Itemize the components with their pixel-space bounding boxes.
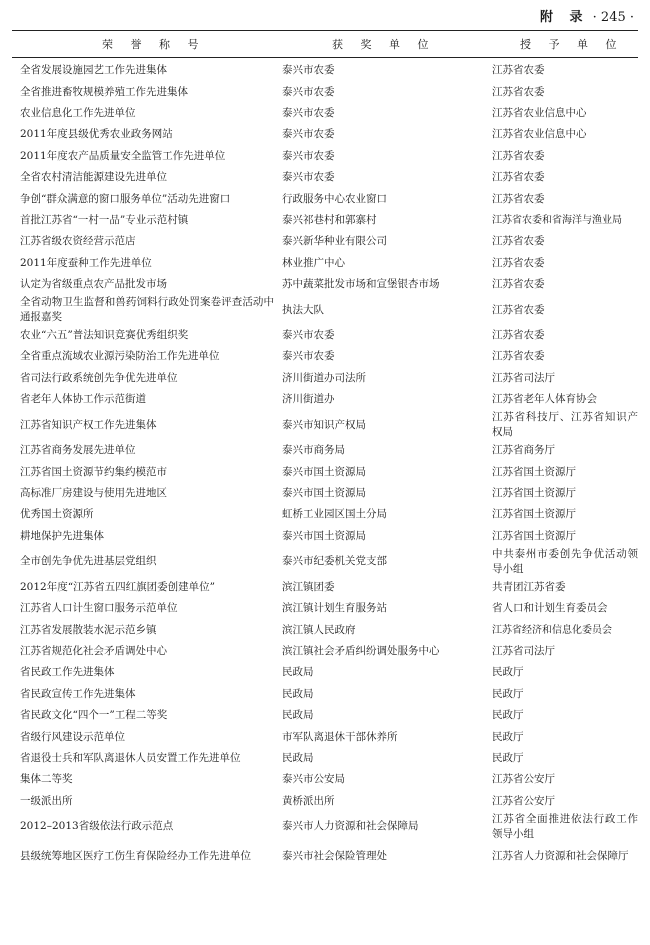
grantor-cell: 江苏省国土资源厅 (492, 465, 576, 478)
grantor-cell: 共青团江苏省委 (492, 580, 566, 593)
recipient-cell: 泰兴市农委 (282, 64, 335, 77)
recipient-cell: 民政局 (282, 666, 314, 679)
recipient-cell: 泰兴市社会保险管理处 (282, 849, 387, 862)
honor-cell: 县级统筹地区医疗工伤生育保险经办工作先进单位 (20, 849, 251, 862)
honor-cell: 农业信息化工作先进单位 (20, 106, 136, 119)
table-row (12, 231, 638, 252)
grantor-cell: 民政厅 (492, 666, 524, 679)
honor-cell: 江苏省规范化社会矛盾调处中心 (20, 644, 167, 657)
table-row (12, 526, 638, 547)
recipient-cell: 泰兴市商务局 (282, 444, 345, 457)
honor-cell: 江苏省发展散装水泥示范乡镇 (20, 623, 157, 636)
recipient-cell: 滨江镇团委 (282, 580, 335, 593)
table-row (12, 812, 638, 842)
grantor-cell: 江苏省农委 (492, 149, 545, 162)
grantor-cell: 江苏省老年人体育协会 (492, 393, 597, 406)
header-rule (12, 57, 638, 58)
honor-cell: 2011年度蚕种工作先进单位 (20, 256, 152, 269)
grantor-cell: 江苏省科技厅、江苏省知识产权局 (492, 411, 638, 439)
recipient-cell: 泰兴市纪委机关党支部 (282, 555, 387, 568)
grantor-cell: 江苏省公安厅 (492, 794, 555, 807)
honor-cell: 集体二等奖 (20, 773, 73, 786)
honor-cell: 省民政工作先进集体 (20, 666, 115, 679)
recipient-cell: 泰兴市农委 (282, 350, 335, 363)
running-head (540, 6, 634, 25)
recipient-cell: 民政局 (282, 709, 314, 722)
table-row (12, 791, 638, 812)
honor-cell: 一级派出所 (20, 794, 73, 807)
honor-cell: 首批江苏省“一村一品”专业示范村镇 (20, 213, 189, 226)
table-row (12, 684, 638, 705)
grantor-cell: 省人口和计划生育委员会 (492, 602, 608, 615)
recipient-cell: 泰兴市农委 (282, 128, 335, 141)
grantor-cell: 江苏省农委 (492, 329, 545, 342)
honor-cell: 2011年度农产品质量安全监管工作先进单位 (20, 149, 226, 162)
grantor-cell: 江苏省农委 (492, 64, 545, 77)
grantor-cell: 江苏省经济和信息化委员会 (492, 624, 612, 636)
grantor-cell: 江苏省人力资源和社会保障厅 (492, 849, 629, 862)
table-row (12, 841, 638, 871)
recipient-cell: 民政局 (282, 687, 314, 700)
recipient-cell: 泰兴新华种业有限公司 (282, 235, 387, 248)
recipient-cell: 滨江镇社会矛盾纠纷调处服务中心 (282, 644, 440, 657)
grantor-cell: 江苏省司法厅 (492, 371, 555, 384)
table-row (12, 705, 638, 726)
table-row (12, 748, 638, 769)
recipient-cell: 济川街道办司法所 (282, 371, 366, 384)
grantor-cell: 江苏省农委 (492, 192, 545, 205)
grantor-cell: 江苏省农业信息中心 (492, 128, 587, 141)
recipient-cell: 泰兴市国土资源局 (282, 487, 366, 500)
table-row (12, 167, 638, 188)
recipient-cell: 行政服务中心农业窗口 (282, 192, 387, 205)
honor-cell: 省民政宣传工作先进集体 (20, 687, 136, 700)
table-row (12, 368, 638, 389)
recipient-cell: 虹桥工业园区国土分局 (282, 508, 387, 521)
table-row (12, 274, 638, 295)
grantor-cell: 江苏省司法厅 (492, 644, 555, 657)
grantor-cell: 江苏省农委 (492, 350, 545, 363)
table-header (12, 36, 638, 56)
table-row (12, 210, 638, 231)
honor-cell: 省级行风建设示范单位 (20, 730, 125, 743)
recipient-cell: 黄桥派出所 (282, 794, 335, 807)
grantor-cell: 江苏省农委和省海洋与渔业局 (492, 214, 622, 226)
grantor-cell: 江苏省农委 (492, 85, 545, 98)
honor-cell: 江苏省人口计生窗口服务示范单位 (20, 602, 178, 615)
honor-cell: 认定为省级重点农产品批发市场 (20, 278, 167, 291)
recipient-cell: 林业推广中心 (282, 256, 345, 269)
table-row (12, 577, 638, 598)
recipient-cell: 市军队离退休干部休养所 (282, 730, 398, 743)
recipient-cell: 泰兴市人力资源和社会保障局 (282, 820, 419, 833)
grantor-cell: 江苏省国土资源厅 (492, 487, 576, 500)
table-row (12, 504, 638, 525)
recipient-cell: 泰兴市农委 (282, 329, 335, 342)
recipient-cell: 济川街道办 (282, 393, 335, 406)
grantor-cell: 民政厅 (492, 751, 524, 764)
table-row (12, 461, 638, 482)
recipient-cell: 泰兴市知识产权局 (282, 418, 366, 431)
grantor-cell: 江苏省国土资源厅 (492, 508, 576, 521)
honor-cell: 全省动物卫生监督和兽药饲料行政处罚案卷评查活动中通报嘉奖 (20, 296, 274, 324)
honor-cell: 全省发展设施园艺工作先进集体 (20, 64, 167, 77)
honor-cell: 耕地保护先进集体 (20, 529, 104, 542)
honor-cell: 全省推进畜牧规模养殖工作先进集体 (20, 85, 188, 98)
table-row (12, 103, 638, 124)
table-row (12, 253, 638, 274)
grantor-cell: 民政厅 (492, 687, 524, 700)
grantor-cell: 民政厅 (492, 730, 524, 743)
honor-cell: 全市创先争优先进基层党组织 (20, 555, 157, 568)
grantor-cell: 江苏省农委 (492, 171, 545, 184)
column-header-grantor: 授 予 单 位 (520, 38, 624, 51)
table-row (12, 598, 638, 619)
page-number: · 245 · (592, 10, 634, 25)
table-row (12, 325, 638, 346)
column-header-honor: 荣 誉 称 号 (102, 38, 206, 51)
table-row (12, 81, 638, 102)
honor-cell: 江苏省商务发展先进单位 (20, 444, 136, 457)
recipient-cell: 苏中蔬菜批发市场和宣堡银杏市场 (282, 278, 440, 291)
honor-cell: 2012年度“江苏省五四红旗团委创建单位” (20, 580, 215, 593)
honor-cell: 2012–2013省级依法行政示范点 (20, 820, 174, 833)
grantor-cell: 江苏省商务厅 (492, 444, 555, 457)
honor-cell: 省老年人体协工作示范街道 (20, 393, 146, 406)
table-row (12, 346, 638, 367)
grantor-cell: 江苏省农业信息中心 (492, 106, 587, 119)
recipient-cell: 泰兴市农委 (282, 85, 335, 98)
grantor-cell: 江苏省农委 (492, 235, 545, 248)
honor-cell: 省退役士兵和军队离退休人员安置工作先进单位 (20, 751, 241, 764)
table-row (12, 641, 638, 662)
recipient-cell: 滨江镇人民政府 (282, 623, 356, 636)
grantor-cell: 中共泰州市委创先争优活动领导小组 (492, 547, 638, 575)
honor-cell: 高标准厂房建设与使用先进地区 (20, 487, 167, 500)
table-row (12, 769, 638, 790)
table-row (12, 295, 638, 325)
table-row (12, 124, 638, 145)
recipient-cell: 执法大队 (282, 303, 324, 316)
grantor-cell: 江苏省公安厅 (492, 773, 555, 786)
section-title: 附 录 (539, 10, 589, 25)
honor-cell: 省民政文化“四个一”工程二等奖 (20, 709, 168, 722)
recipient-cell: 泰兴市农委 (282, 149, 335, 162)
table-row (12, 410, 638, 440)
honor-cell: 优秀国土资源所 (20, 508, 94, 521)
grantor-cell: 江苏省农委 (492, 303, 545, 316)
honor-cell: 江苏省级农资经营示范店 (20, 235, 136, 248)
recipient-cell: 泰兴市公安局 (282, 773, 345, 786)
grantor-cell: 江苏省农委 (492, 256, 545, 269)
grantor-cell: 江苏省农委 (492, 278, 545, 291)
honor-cell: 2011年度县级优秀农业政务网站 (20, 128, 173, 141)
table-row (12, 619, 638, 640)
recipient-cell: 泰兴市农委 (282, 171, 335, 184)
table-row (12, 146, 638, 167)
recipient-cell: 泰兴祁巷村和郭寨村 (282, 213, 377, 226)
table-row (12, 547, 638, 577)
table-row (12, 726, 638, 747)
recipient-cell: 民政局 (282, 751, 314, 764)
table-row (12, 483, 638, 504)
honor-cell: 江苏省国土资源节约集约模范市 (20, 465, 167, 478)
recipient-cell: 泰兴市国土资源局 (282, 529, 366, 542)
honor-cell: 全省农村清洁能源建设先进单位 (20, 171, 167, 184)
grantor-cell: 民政厅 (492, 709, 524, 722)
honor-cell: 争创“群众满意的窗口服务单位”活动先进窗口 (20, 192, 231, 205)
recipient-cell: 泰兴市农委 (282, 106, 335, 119)
recipient-cell: 滨江镇计划生育服务站 (282, 602, 387, 615)
recipient-cell: 泰兴市国土资源局 (282, 465, 366, 478)
table-row (12, 662, 638, 683)
table-row (12, 440, 638, 461)
table-row (12, 60, 638, 81)
grantor-cell: 江苏省国土资源厅 (492, 529, 576, 542)
honor-cell: 江苏省知识产权工作先进集体 (20, 418, 157, 431)
awards-table (12, 60, 638, 871)
table-row (12, 188, 638, 209)
honor-cell: 农业“六五”普法知识竞赛优秀组织奖 (20, 329, 189, 342)
column-header-recipient: 获 奖 单 位 (332, 38, 436, 51)
honor-cell: 全省重点流域农业源污染防治工作先进单位 (20, 350, 220, 363)
honor-cell: 省司法行政系统创先争优先进单位 (20, 371, 178, 384)
grantor-cell: 江苏省全面推进依法行政工作领导小组 (492, 812, 638, 840)
table-row (12, 389, 638, 410)
top-rule (12, 30, 638, 31)
